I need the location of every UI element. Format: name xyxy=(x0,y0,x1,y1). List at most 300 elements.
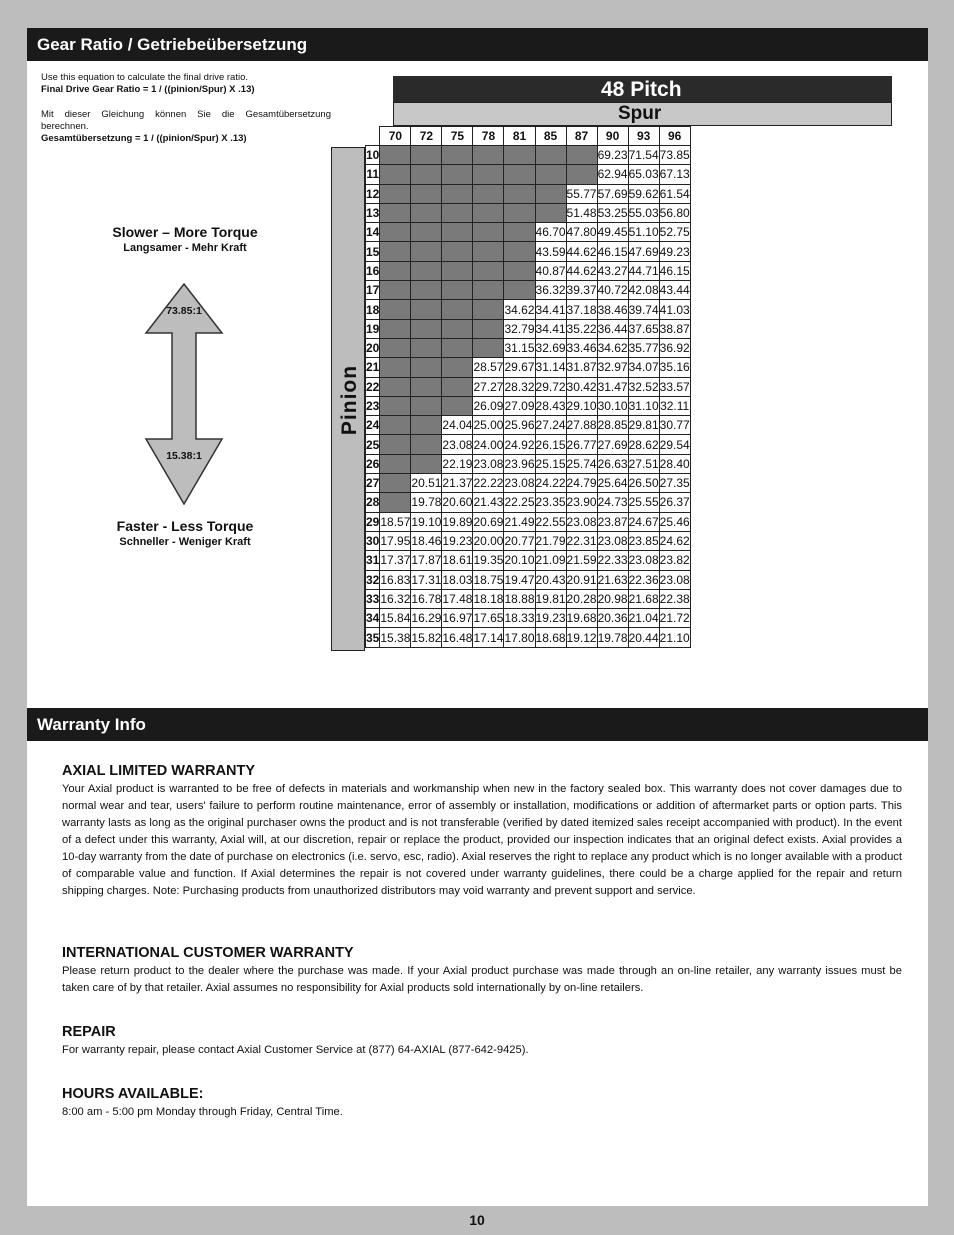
pinion-cell: 17 xyxy=(366,281,380,300)
repair-section xyxy=(62,1024,902,1059)
ratio-cell: 17.80 xyxy=(504,628,535,647)
pinion-cell: 21 xyxy=(366,358,380,377)
ratio-cell: 31.10 xyxy=(628,396,659,415)
ratio-cell: 32.97 xyxy=(597,358,628,377)
ratio-cell: 56.80 xyxy=(659,203,690,222)
unavailable-cell xyxy=(442,319,473,338)
ratio-cell: 24.00 xyxy=(473,435,504,454)
ratio-cell: 21.10 xyxy=(659,628,690,647)
unavailable-cell xyxy=(411,396,442,415)
pinion-cell: 32 xyxy=(366,570,380,589)
ratio-cell: 22.25 xyxy=(504,493,535,512)
pinion-label-box xyxy=(331,147,365,651)
ratio-cell: 38.46 xyxy=(597,300,628,319)
unavailable-cell xyxy=(473,242,504,261)
slower-subtitle: Langsamer - Mehr Kraft xyxy=(123,242,247,254)
ratio-cell: 28.32 xyxy=(504,377,535,396)
ratio-cell: 18.61 xyxy=(442,551,473,570)
ratio-cell: 20.44 xyxy=(628,628,659,647)
unavailable-cell xyxy=(442,184,473,203)
unavailable-cell xyxy=(380,454,411,473)
ratio-cell: 46.15 xyxy=(597,242,628,261)
unavailable-cell xyxy=(411,300,442,319)
ratio-cell: 20.36 xyxy=(597,609,628,628)
unavailable-cell xyxy=(442,281,473,300)
unavailable-cell xyxy=(380,165,411,184)
ratio-cell: 36.92 xyxy=(659,338,690,357)
ratio-cell: 16.83 xyxy=(380,570,411,589)
ratio-cell: 19.12 xyxy=(566,628,597,647)
ratio-cell: 19.78 xyxy=(597,628,628,647)
ratio-cell: 19.81 xyxy=(535,589,566,608)
ratio-cell: 21.63 xyxy=(597,570,628,589)
unavailable-cell xyxy=(442,146,473,165)
pinion-cell: 11 xyxy=(366,165,380,184)
unavailable-cell xyxy=(442,242,473,261)
ratio-row xyxy=(366,319,691,338)
ratio-cell: 36.44 xyxy=(597,319,628,338)
ratio-cell: 29.72 xyxy=(535,377,566,396)
ratio-cell: 28.43 xyxy=(535,396,566,415)
unavailable-cell xyxy=(380,281,411,300)
ratio-cell: 19.35 xyxy=(473,551,504,570)
ratio-cell: 21.72 xyxy=(659,609,690,628)
pinion-cell: 18 xyxy=(366,300,380,319)
ratio-cell: 22.31 xyxy=(566,531,597,550)
unavailable-cell xyxy=(473,184,504,203)
ratio-cell: 22.33 xyxy=(597,551,628,570)
ratio-row xyxy=(366,358,691,377)
ratio-cell: 16.32 xyxy=(380,589,411,608)
unavailable-cell xyxy=(442,300,473,319)
ratio-cell: 23.08 xyxy=(473,454,504,473)
spur-header-row xyxy=(366,127,691,146)
ratio-row xyxy=(366,223,691,242)
unavailable-cell xyxy=(411,416,442,435)
international-warranty-section xyxy=(62,945,902,997)
ratio-cell: 42.08 xyxy=(628,281,659,300)
ratio-cell: 15.38 xyxy=(380,628,411,647)
unavailable-cell xyxy=(535,184,566,203)
slower-title: Slower – More Torque xyxy=(112,224,258,240)
ratio-cell: 26.15 xyxy=(535,435,566,454)
ratio-cell: 31.14 xyxy=(535,358,566,377)
ratio-cell: 22.38 xyxy=(659,589,690,608)
ratio-cell: 23.08 xyxy=(504,474,535,493)
pinion-cell: 26 xyxy=(366,454,380,473)
ratio-cell: 25.00 xyxy=(473,416,504,435)
ratio-cell: 41.03 xyxy=(659,300,690,319)
ratio-cell: 30.10 xyxy=(597,396,628,415)
section-body: For warranty repair, please contact Axial Customer Service at (877) 64-AXIAL (877-642-9425). xyxy=(62,1044,529,1056)
ratio-cell: 57.69 xyxy=(597,184,628,203)
ratio-cell: 23.08 xyxy=(566,512,597,531)
unavailable-cell xyxy=(504,242,535,261)
ratio-cell: 20.77 xyxy=(504,531,535,550)
ratio-cell: 32.52 xyxy=(628,377,659,396)
ratio-cell: 32.69 xyxy=(535,338,566,357)
ratio-cell: 21.68 xyxy=(628,589,659,608)
page-number: 10 xyxy=(469,1212,485,1228)
pinion-cell: 27 xyxy=(366,474,380,493)
unavailable-cell xyxy=(380,493,411,512)
unavailable-cell xyxy=(535,203,566,222)
ratio-cell: 23.35 xyxy=(535,493,566,512)
ratio-cell: 35.77 xyxy=(628,338,659,357)
unavailable-cell xyxy=(411,261,442,280)
ratio-cell: 18.18 xyxy=(473,589,504,608)
gear-ratio-heading: Gear Ratio / Getriebeübersetzung xyxy=(27,28,928,61)
ratio-cell: 25.55 xyxy=(628,493,659,512)
ratio-cell: 25.46 xyxy=(659,512,690,531)
ratio-cell: 19.89 xyxy=(442,512,473,531)
unavailable-cell xyxy=(504,203,535,222)
ratio-cell: 33.57 xyxy=(659,377,690,396)
ratio-cell: 23.96 xyxy=(504,454,535,473)
pinion-cell: 22 xyxy=(366,377,380,396)
ratio-row xyxy=(366,300,691,319)
ratio-cell: 28.57 xyxy=(473,358,504,377)
arrow-top-label: 73.85:1 xyxy=(166,305,202,317)
ratio-cell: 28.85 xyxy=(597,416,628,435)
ratio-cell: 27.27 xyxy=(473,377,504,396)
ratio-cell: 16.78 xyxy=(411,589,442,608)
unavailable-cell xyxy=(380,416,411,435)
spur-header-cell: 70 xyxy=(380,127,411,146)
ratio-cell: 20.60 xyxy=(442,493,473,512)
ratio-row xyxy=(366,261,691,280)
ratio-cell: 34.62 xyxy=(504,300,535,319)
ratio-row xyxy=(366,493,691,512)
unavailable-cell xyxy=(535,165,566,184)
ratio-cell: 17.31 xyxy=(411,570,442,589)
unavailable-cell xyxy=(473,203,504,222)
ratio-cell: 17.87 xyxy=(411,551,442,570)
ratio-row xyxy=(366,589,691,608)
ratio-cell: 22.55 xyxy=(535,512,566,531)
unavailable-cell xyxy=(473,281,504,300)
ratio-cell: 34.41 xyxy=(535,300,566,319)
ratio-cell: 18.03 xyxy=(442,570,473,589)
ratio-cell: 20.69 xyxy=(473,512,504,531)
unavailable-cell xyxy=(473,146,504,165)
unavailable-cell xyxy=(380,223,411,242)
equation-notes xyxy=(41,72,331,145)
ratio-cell: 15.82 xyxy=(411,628,442,647)
ratio-cell: 40.87 xyxy=(535,261,566,280)
spur-header-cell: 96 xyxy=(659,127,690,146)
ratio-cell: 25.64 xyxy=(597,474,628,493)
ratio-cell: 21.79 xyxy=(535,531,566,550)
ratio-cell: 18.68 xyxy=(535,628,566,647)
ratio-cell: 33.46 xyxy=(566,338,597,357)
spur-header-cell: 81 xyxy=(504,127,535,146)
ratio-cell: 21.04 xyxy=(628,609,659,628)
ratio-cell: 71.54 xyxy=(628,146,659,165)
unavailable-cell xyxy=(411,165,442,184)
spur-header-cell: 85 xyxy=(535,127,566,146)
ratio-cell: 47.69 xyxy=(628,242,659,261)
unavailable-cell xyxy=(442,261,473,280)
ratio-cell: 27.24 xyxy=(535,416,566,435)
ratio-cell: 31.47 xyxy=(597,377,628,396)
ratio-cell: 32.11 xyxy=(659,396,690,415)
ratio-cell: 20.91 xyxy=(566,570,597,589)
ratio-cell: 20.28 xyxy=(566,589,597,608)
ratio-cell: 16.29 xyxy=(411,609,442,628)
ratio-cell: 26.09 xyxy=(473,396,504,415)
ratio-row xyxy=(366,454,691,473)
unavailable-cell xyxy=(442,377,473,396)
pinion-cell: 14 xyxy=(366,223,380,242)
unavailable-cell xyxy=(411,377,442,396)
unavailable-cell xyxy=(442,223,473,242)
ratio-cell: 46.70 xyxy=(535,223,566,242)
equation-formula-de: Gesamtübersetzung = 1 / ((pinion/Spur) X .13) xyxy=(41,133,247,144)
ratio-cell: 46.15 xyxy=(659,261,690,280)
ratio-cell: 24.22 xyxy=(535,474,566,493)
ratio-cell: 17.14 xyxy=(473,628,504,647)
ratio-row xyxy=(366,551,691,570)
ratio-row xyxy=(366,396,691,415)
ratio-cell: 20.98 xyxy=(597,589,628,608)
warranty-heading: Warranty Info xyxy=(27,708,928,741)
unavailable-cell xyxy=(442,396,473,415)
ratio-cell: 29.54 xyxy=(659,435,690,454)
ratio-cell: 39.74 xyxy=(628,300,659,319)
ratio-cell: 18.88 xyxy=(504,589,535,608)
ratio-cell: 26.50 xyxy=(628,474,659,493)
ratio-cell: 52.75 xyxy=(659,223,690,242)
ratio-cell: 24.04 xyxy=(442,416,473,435)
pinion-cell: 23 xyxy=(366,396,380,415)
section-body: Please return product to the dealer where the purchase was made. If your Axial product purchase was made through an on-line retailer, any warranty issues must be taken care of by that retailer. Axial assumes no responsibility for Axial products sold internationally by on-line retailers. xyxy=(62,965,902,994)
ratio-cell: 37.18 xyxy=(566,300,597,319)
ratio-cell: 26.37 xyxy=(659,493,690,512)
ratio-cell: 67.13 xyxy=(659,165,690,184)
unavailable-cell xyxy=(380,319,411,338)
unavailable-cell xyxy=(380,358,411,377)
unavailable-cell xyxy=(504,281,535,300)
pinion-cell: 35 xyxy=(366,628,380,647)
ratio-cell: 59.62 xyxy=(628,184,659,203)
equation-intro-de: Mit dieser Gleichung können Sie die Gesamtübersetzung berechnen. xyxy=(41,109,331,132)
ratio-cell: 24.73 xyxy=(597,493,628,512)
ratio-cell: 15.84 xyxy=(380,609,411,628)
unavailable-cell xyxy=(411,319,442,338)
ratio-cell: 62.94 xyxy=(597,165,628,184)
section-title: HOURS AVAILABLE: xyxy=(62,1086,204,1102)
ratio-cell: 23.90 xyxy=(566,493,597,512)
ratio-cell: 31.87 xyxy=(566,358,597,377)
unavailable-cell xyxy=(380,474,411,493)
ratio-row xyxy=(366,435,691,454)
unavailable-cell xyxy=(411,358,442,377)
ratio-cell: 44.71 xyxy=(628,261,659,280)
ratio-cell: 17.48 xyxy=(442,589,473,608)
ratio-row xyxy=(366,203,691,222)
ratio-grid xyxy=(365,126,691,648)
unavailable-cell xyxy=(380,146,411,165)
ratio-row xyxy=(366,512,691,531)
ratio-cell: 30.77 xyxy=(659,416,690,435)
ratio-cell: 20.51 xyxy=(411,474,442,493)
unavailable-cell xyxy=(411,338,442,357)
ratio-cell: 19.10 xyxy=(411,512,442,531)
ratio-cell: 29.10 xyxy=(566,396,597,415)
ratio-cell: 39.37 xyxy=(566,281,597,300)
pinion-cell: 30 xyxy=(366,531,380,550)
ratio-cell: 18.33 xyxy=(504,609,535,628)
spur-header-cell: 75 xyxy=(442,127,473,146)
ratio-row xyxy=(366,165,691,184)
ratio-cell: 21.09 xyxy=(535,551,566,570)
ratio-row xyxy=(366,416,691,435)
ratio-cell: 26.77 xyxy=(566,435,597,454)
unavailable-cell xyxy=(380,338,411,357)
pinion-cell: 28 xyxy=(366,493,380,512)
section-title: REPAIR xyxy=(62,1024,116,1040)
unavailable-cell xyxy=(473,261,504,280)
pinion-cell: 15 xyxy=(366,242,380,261)
unavailable-cell xyxy=(380,435,411,454)
ratio-cell: 49.45 xyxy=(597,223,628,242)
ratio-cell: 28.62 xyxy=(628,435,659,454)
unavailable-cell xyxy=(473,223,504,242)
header-corner xyxy=(366,127,380,146)
ratio-cell: 24.92 xyxy=(504,435,535,454)
pinion-cell: 19 xyxy=(366,319,380,338)
unavailable-cell xyxy=(535,146,566,165)
ratio-cell: 20.00 xyxy=(473,531,504,550)
ratio-row xyxy=(366,531,691,550)
pinion-cell: 20 xyxy=(366,338,380,357)
ratio-cell: 21.43 xyxy=(473,493,504,512)
ratio-cell: 18.46 xyxy=(411,531,442,550)
ratio-cell: 22.19 xyxy=(442,454,473,473)
unavailable-cell xyxy=(473,300,504,319)
ratio-cell: 34.41 xyxy=(535,319,566,338)
pinion-cell: 29 xyxy=(366,512,380,531)
unavailable-cell xyxy=(411,242,442,261)
ratio-cell: 69.23 xyxy=(597,146,628,165)
unavailable-cell xyxy=(566,146,597,165)
ratio-row xyxy=(366,570,691,589)
section-title: AXIAL LIMITED WARRANTY xyxy=(62,763,256,779)
ratio-cell: 21.59 xyxy=(566,551,597,570)
ratio-cell: 27.35 xyxy=(659,474,690,493)
spur-header-cell: 72 xyxy=(411,127,442,146)
unavailable-cell xyxy=(442,165,473,184)
pinion-cell: 13 xyxy=(366,203,380,222)
unavailable-cell xyxy=(504,223,535,242)
ratio-cell: 35.22 xyxy=(566,319,597,338)
ratio-cell: 22.22 xyxy=(473,474,504,493)
unavailable-cell xyxy=(566,165,597,184)
ratio-cell: 43.59 xyxy=(535,242,566,261)
ratio-cell: 20.10 xyxy=(504,551,535,570)
pinion-cell: 16 xyxy=(366,261,380,280)
ratio-cell: 16.97 xyxy=(442,609,473,628)
ratio-cell: 31.15 xyxy=(504,338,535,357)
ratio-cell: 36.32 xyxy=(535,281,566,300)
ratio-cell: 27.88 xyxy=(566,416,597,435)
ratio-cell: 44.62 xyxy=(566,261,597,280)
ratio-cell: 23.08 xyxy=(659,570,690,589)
equation-intro: Use this equation to calculate the final drive ratio. xyxy=(41,72,249,83)
ratio-cell: 23.08 xyxy=(597,531,628,550)
spur-header-cell: 90 xyxy=(597,127,628,146)
unavailable-cell xyxy=(473,338,504,357)
pinion-cell: 25 xyxy=(366,435,380,454)
unavailable-cell xyxy=(380,377,411,396)
ratio-row xyxy=(366,377,691,396)
ratio-cell: 27.51 xyxy=(628,454,659,473)
ratio-cell: 34.62 xyxy=(597,338,628,357)
ratio-cell: 21.49 xyxy=(504,512,535,531)
ratio-cell: 25.15 xyxy=(535,454,566,473)
ratio-cell: 16.48 xyxy=(442,628,473,647)
unavailable-cell xyxy=(411,184,442,203)
ratio-cell: 17.37 xyxy=(380,551,411,570)
unavailable-cell xyxy=(504,184,535,203)
ratio-cell: 61.54 xyxy=(659,184,690,203)
ratio-cell: 27.69 xyxy=(597,435,628,454)
pinion-cell: 31 xyxy=(366,551,380,570)
ratio-cell: 17.65 xyxy=(473,609,504,628)
pinion-label: Pinion xyxy=(338,364,361,436)
ratio-cell: 23.85 xyxy=(628,531,659,550)
pinion-cell: 33 xyxy=(366,589,380,608)
ratio-cell: 24.67 xyxy=(628,512,659,531)
ratio-cell: 51.48 xyxy=(566,203,597,222)
ratio-cell: 30.42 xyxy=(566,377,597,396)
section-body: Your Axial product is warranted to be free of defects in materials and workmanship when new in the factory sealed box. This warranty does not cover damages due to normal wear and tear, users' failure to perform routine maintenance, error of assembly or installation, modifications or addition of aftermarket parts or option parts. This warranty lasts as long as the original purchaser owns the product and is not transferable (verified by dated itemized sales receipt accompanied with product). In the event of a defect under this warranty, Axial will, at our discretion, repair or replace the product, provided our inspection indicates that an original defect exists. Axial provides a 10-day warranty from the date of purchase on electronics (i.e. servo, esc, radio). Axial reserves the right to replace any product which is no longer available with a product of comparable value and function. If Axial determines the repair is not covered under warranty guidelines, there could be a charge applied for the repair and return shipping charges. Note: Purchasing products from unauthorized distributors may void warranty and prevent support and service. xyxy=(62,783,902,897)
ratio-row xyxy=(366,146,691,165)
ratio-cell: 17.95 xyxy=(380,531,411,550)
ratio-cell: 73.85 xyxy=(659,146,690,165)
unavailable-cell xyxy=(411,435,442,454)
ratio-cell: 65.03 xyxy=(628,165,659,184)
unavailable-cell xyxy=(411,223,442,242)
ratio-cell: 23.08 xyxy=(442,435,473,454)
ratio-cell: 32.79 xyxy=(504,319,535,338)
ratio-cell: 21.37 xyxy=(442,474,473,493)
pinion-cell: 34 xyxy=(366,609,380,628)
ratio-cell: 35.16 xyxy=(659,358,690,377)
ratio-row xyxy=(366,474,691,493)
ratio-cell: 25.74 xyxy=(566,454,597,473)
faster-subtitle: Schneller - Weniger Kraft xyxy=(119,536,251,548)
arrow-bottom-label: 15.38:1 xyxy=(166,450,202,462)
ratio-cell: 25.96 xyxy=(504,416,535,435)
equation-formula: Final Drive Gear Ratio = 1 / ((pinion/Spur) X .13) xyxy=(41,84,255,95)
ratio-cell: 55.03 xyxy=(628,203,659,222)
ratio-cell: 43.27 xyxy=(597,261,628,280)
ratio-cell: 18.57 xyxy=(380,512,411,531)
ratio-cell: 27.09 xyxy=(504,396,535,415)
ratio-cell: 26.63 xyxy=(597,454,628,473)
ratio-cell: 24.79 xyxy=(566,474,597,493)
ratio-cell: 44.62 xyxy=(566,242,597,261)
unavailable-cell xyxy=(380,184,411,203)
limited-warranty-section xyxy=(62,763,902,900)
ratio-cell: 24.62 xyxy=(659,531,690,550)
spur-header-cell: 87 xyxy=(566,127,597,146)
ratio-row xyxy=(366,242,691,261)
manual-page xyxy=(27,28,928,1206)
ratio-cell: 55.77 xyxy=(566,184,597,203)
